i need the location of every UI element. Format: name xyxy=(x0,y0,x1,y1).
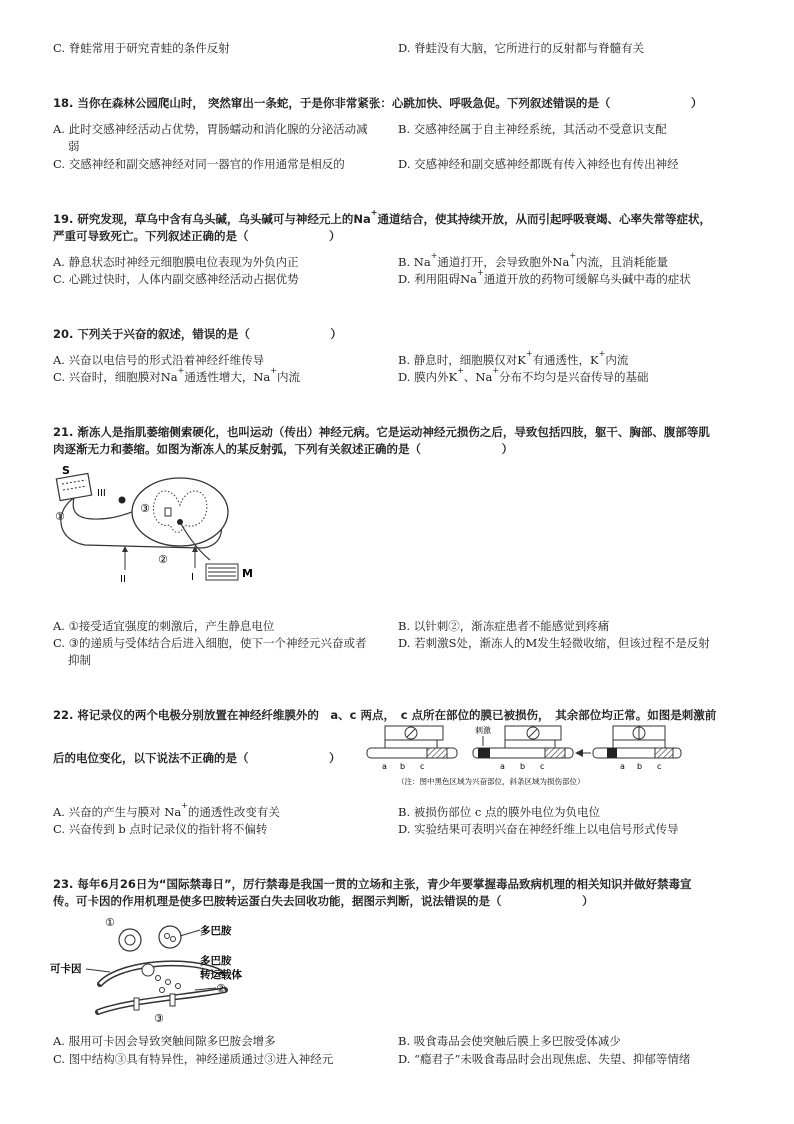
q18-option-c: C. 交感神经和副交感神经对同一器官的作用通常是相反的 xyxy=(53,157,345,171)
q17-option-d: D. 脊蛙没有大脑，它所进行的反射都与脊髓有关 xyxy=(398,41,645,55)
svg-text:c: c xyxy=(540,762,545,771)
q19-option-d: D. 利用阻碍Na+通道开放的药物可缓解乌头碱中毒的症状 xyxy=(398,268,691,286)
arrow-ii-head xyxy=(122,546,128,552)
svg-text:刺激: 刺激 xyxy=(475,726,491,735)
fig-label-1: ① xyxy=(55,510,65,523)
q19-stem-line1: 19. 研究发现，草乌中含有乌头碱，乌头碱可与神经元上的Na+通道结合，使其持续开放，从而引起呼吸衰竭、心率失常等症状， xyxy=(53,208,711,226)
receptor-skin-box xyxy=(56,473,91,500)
q23-option-d: D. “瘾君子”未吸食毒品时会出现焦虑、失望、抑郁等情绪 xyxy=(398,1052,691,1066)
receptor-1 xyxy=(134,998,139,1010)
q18-option-a-cont: 弱 xyxy=(68,139,80,153)
fig-label-2: ② xyxy=(216,982,226,995)
synapse-cocaine-figure xyxy=(50,912,250,1027)
fig-label-s: S xyxy=(62,464,70,477)
fig-label-1: ① xyxy=(105,916,115,929)
q18-option-d: D. 交感神经和副交感神经都既有传入神经也有传出神经 xyxy=(398,157,679,171)
q22-option-d: D. 实验结果可表明兴奋在神经纤维上以电信号形式传导 xyxy=(398,822,679,836)
q23-stem-line1: 23. 每年6月26日为“国际禁毒日”，厉行禁毒是我国一贯的立场和主张，青少年要掌握毒品致病机理的相关知识并做好禁毒宣 xyxy=(53,877,692,891)
q19-option-b: B. Na+通道打开，会导致胞外Na+内流，且消耗能量 xyxy=(398,251,669,269)
q20-option-b: B. 静息时，细胞膜仅对K+有通透性，K+内流 xyxy=(398,349,629,367)
q21-stem-line2: 肉逐渐无力和萎缩。如图为渐冻人的某反射弧，下列有关叙述正确的是（ ） xyxy=(53,442,513,456)
q23-stem-line2: 传。可卡因的作用机理是使多巴胺转运蛋白失去回收功能，据图示判断，说法错误的是（ ） xyxy=(53,894,594,908)
q19-stem-line2: 严重可导致死亡。下列叙述正确的是（ ） xyxy=(53,229,341,243)
fig-label-transporter-line1: 多巴胺 xyxy=(200,955,232,967)
q18-option-b: B. 交感神经属于自主神经系统，其活动不受意识支配 xyxy=(398,122,667,136)
recorder-figure-note: （注：图中黑色区域为兴奋部位，斜条区域为损伤部位） xyxy=(397,777,585,786)
fig-label-ii: II xyxy=(120,574,126,585)
fig-label-2: ② xyxy=(158,553,168,566)
recorder-panel-during xyxy=(473,725,591,771)
fig-label-m: M xyxy=(242,567,253,580)
svg-text:b: b xyxy=(520,762,526,771)
q21-option-b: B. 以针刺②，渐冻症患者不能感觉到疼痛 xyxy=(398,619,610,633)
svg-text:c: c xyxy=(657,762,662,771)
q22-stem-line2: 后的电位变化，以下说法不正确的是（ ） xyxy=(53,751,341,765)
q21-option-a: A. ①接受适宜强度的刺激后，产生静息电位 xyxy=(53,619,275,633)
reflex-arc-figure xyxy=(50,460,280,590)
fig-label-transporter-line2: 转运载体 xyxy=(200,969,242,981)
fig-label-iii: III xyxy=(97,488,106,499)
q21-option-c-cont: 抑制 xyxy=(68,653,91,667)
svg-text:a: a xyxy=(620,762,625,771)
svg-text:a: a xyxy=(500,762,505,771)
vesicle-1-inner xyxy=(125,935,135,945)
synapse-box xyxy=(165,508,171,516)
recorder-panel-after xyxy=(593,726,681,771)
fig-label-i: I xyxy=(191,572,194,583)
q20-option-d: D. 膜内外K+、Na+分布不均匀是兴奋传导的基础 xyxy=(398,366,649,384)
fig-label-dopamine: 多巴胺 xyxy=(200,925,232,937)
svg-text:a: a xyxy=(382,762,387,771)
receptor-2 xyxy=(170,994,175,1006)
q21-option-c: C. ③的递质与受体结合后进入细胞，使下一个神经元兴奋或者 xyxy=(53,636,367,650)
q22-option-b: B. 被损伤部位 c 点的膜外电位为负电位 xyxy=(398,805,601,819)
effector-muscle-m xyxy=(206,564,238,580)
svg-text:b: b xyxy=(400,762,406,771)
q22-stem-line1: 22. 将记录仪的两个电极分别放置在神经纤维膜外的 a、c 两点， c 点所在部位的膜已被损伤， 其余部位均正常。如图是刺激前 xyxy=(53,708,717,722)
q17-option-c: C. 脊蛙常用于研究青蛙的条件反射 xyxy=(53,41,230,55)
q20-option-c: C. 兴奋时，细胞膜对Na+通透性增大，Na+内流 xyxy=(53,366,300,384)
fig-label-3: ③ xyxy=(154,1012,164,1025)
q22-option-a: A. 兴奋的产生与膜对 Na+的通透性改变有关 xyxy=(53,801,280,819)
q22-option-c: C. 兴奋传到 b 点时记录仪的指针将不偏转 xyxy=(53,822,268,836)
vesicle-2 xyxy=(159,926,181,948)
fig-label-3: ③ xyxy=(140,502,150,515)
q19-option-a: A. 静息状态时神经元细胞膜电位表现为外负内正 xyxy=(53,255,299,269)
release-vesicle xyxy=(142,964,154,976)
ganglion-cell xyxy=(119,497,126,504)
q18-option-a: A. 此时交感神经活动占优势，胃肠蠕动和消化腺的分泌活动减 xyxy=(53,122,368,136)
q21-option-d: D. 若刺激S处，渐冻人的M发生轻微收缩，但该过程不是反射 xyxy=(398,636,710,650)
q18-stem: 18. 当你在森林公园爬山时， 突然窜出一条蛇，于是你非常紧张：心跳加快、呼吸急促。下列叙述错误的是（ ） xyxy=(53,96,703,110)
svg-text:c: c xyxy=(420,762,425,771)
q20-option-a: A. 兴奋以电信号的形式沿着神经纤维传导 xyxy=(53,353,265,367)
q23-option-a: A. 服用可卡因会导致突触间隙多巴胺会增多 xyxy=(53,1034,276,1048)
q20-stem: 20. 下列关于兴奋的叙述，错误的是（ ） xyxy=(53,327,342,341)
q19-option-c: C. 心跳过快时，人体内副交感神经活动占据优势 xyxy=(53,272,299,286)
fig-label-cocaine: 可卡因 xyxy=(50,963,82,975)
svg-text:b: b xyxy=(637,762,643,771)
q21-stem-line1: 21. 渐冻人是指肌萎缩侧索硬化，也叫运动（传出）神经元病。它是运动神经元损伤之后，导致包括四肢，躯干、胸部、腹部等肌 xyxy=(53,425,710,439)
q23-option-c: C. 图中结构③具有特异性，神经递质通过③进入神经元 xyxy=(53,1052,334,1066)
recorder-figure xyxy=(365,722,685,790)
recorder-panel-before xyxy=(367,726,457,771)
q23-option-b: B. 吸食毒品会使突触后膜上多巴胺受体减少 xyxy=(398,1034,621,1048)
